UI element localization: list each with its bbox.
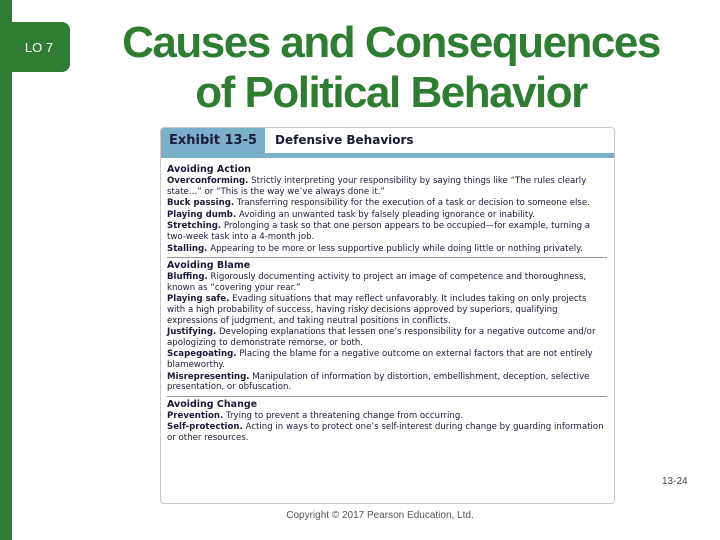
entry-text: Avoiding an unwanted task by falsely pleading ignorance or inability. <box>238 209 535 220</box>
entry-text: Rigorously documenting activity to project an image of competence and thoroughness, known as “covering your rear.” <box>167 272 587 293</box>
section-heading: Avoiding Blame <box>167 260 251 272</box>
list-item <box>167 327 607 348</box>
entry-term: Prevention. <box>167 410 224 421</box>
section-avoiding-change <box>167 399 607 444</box>
page-number: 13-24 <box>662 476 688 487</box>
section-avoiding-action <box>167 164 607 254</box>
entry-term: Stalling. <box>167 243 208 254</box>
exhibit-panel <box>160 127 615 504</box>
list-item <box>167 294 607 326</box>
slide-title <box>96 18 686 118</box>
section-heading: Avoiding Change <box>167 398 258 410</box>
lo-label: LO 7 <box>24 39 54 55</box>
exhibit-title: Defensive Behaviors <box>275 133 414 147</box>
section-divider <box>167 396 607 397</box>
entry-term: Overconforming. <box>167 176 249 186</box>
list-item <box>167 349 607 370</box>
entry-term: Bluffing. <box>167 272 208 283</box>
list-item <box>167 372 607 393</box>
section-heading: Avoiding Action <box>167 164 251 175</box>
title-line-2: of Political Behavior <box>195 68 587 117</box>
exhibit-body <box>167 162 607 444</box>
section-avoiding-blame <box>167 260 607 393</box>
list-item <box>167 210 607 221</box>
entry-term: Buck passing. <box>167 198 235 209</box>
entry-text: Developing explanations that lessen one’s responsibility for a negative outcome and/or apologizing to demonstrate remorse, or both. <box>167 327 596 348</box>
list-item <box>167 411 607 422</box>
entry-text: Strictly interpreting your responsibility by saying things like “The rules clearly state…” or “This is the way we’ve always done it.” <box>167 176 587 197</box>
entry-text: Evading situations that may reflect unfavorably. It includes taking on only projects with a high probability of success, having risky decisions approved by superiors, qualifying expressions of judgment, and taking neutral positions in conflicts. <box>167 294 587 326</box>
entry-term: Misrepresenting. <box>167 371 250 382</box>
title-line-1: Causes and Consequences <box>122 18 660 67</box>
section-divider <box>167 257 607 258</box>
entry-text: Placing the blame for a negative outcome on external factors that are not entirely blameworthy. <box>167 349 593 370</box>
list-item <box>167 176 607 197</box>
entry-term: Scapegoating. <box>167 349 237 360</box>
exhibit-label: Exhibit 13-5 <box>161 128 265 153</box>
exhibit-header-band <box>161 153 614 158</box>
entry-text: Manipulation of information by distortion, embellishment, deception, selective presentation, or obfuscation. <box>167 371 590 393</box>
exhibit-header <box>161 128 614 153</box>
left-accent-bar <box>0 0 12 540</box>
learning-objective-tab <box>8 22 70 72</box>
copyright-notice: Copyright © 2017 Pearson Education, Ltd. <box>286 510 474 521</box>
entry-term: Stretching. <box>167 221 222 232</box>
entry-text: Prolonging a task so that one person appears to be occupied—for example, turning a two-week task into a 4-month job. <box>167 221 591 242</box>
list-item <box>167 244 607 255</box>
entry-text: Transferring responsibility for the execution of a task or decision to someone else. <box>236 198 590 209</box>
list-item <box>167 272 607 293</box>
entry-term: Playing safe. <box>167 294 230 305</box>
entry-text: Trying to prevent a threatening change from occurring. <box>226 410 464 421</box>
list-item <box>167 198 607 209</box>
entry-term: Playing dumb. <box>167 209 237 220</box>
list-item <box>167 221 607 242</box>
entry-text: Appearing to be more or less supportive publicly while doing little or nothing privately. <box>210 243 583 254</box>
entry-term: Justifying. <box>167 327 217 338</box>
entry-text: Acting in ways to protect one’s self-interest during change by guarding information or other resources. <box>167 422 604 443</box>
entry-term: Self-protection. <box>167 422 243 433</box>
list-item <box>167 422 607 443</box>
